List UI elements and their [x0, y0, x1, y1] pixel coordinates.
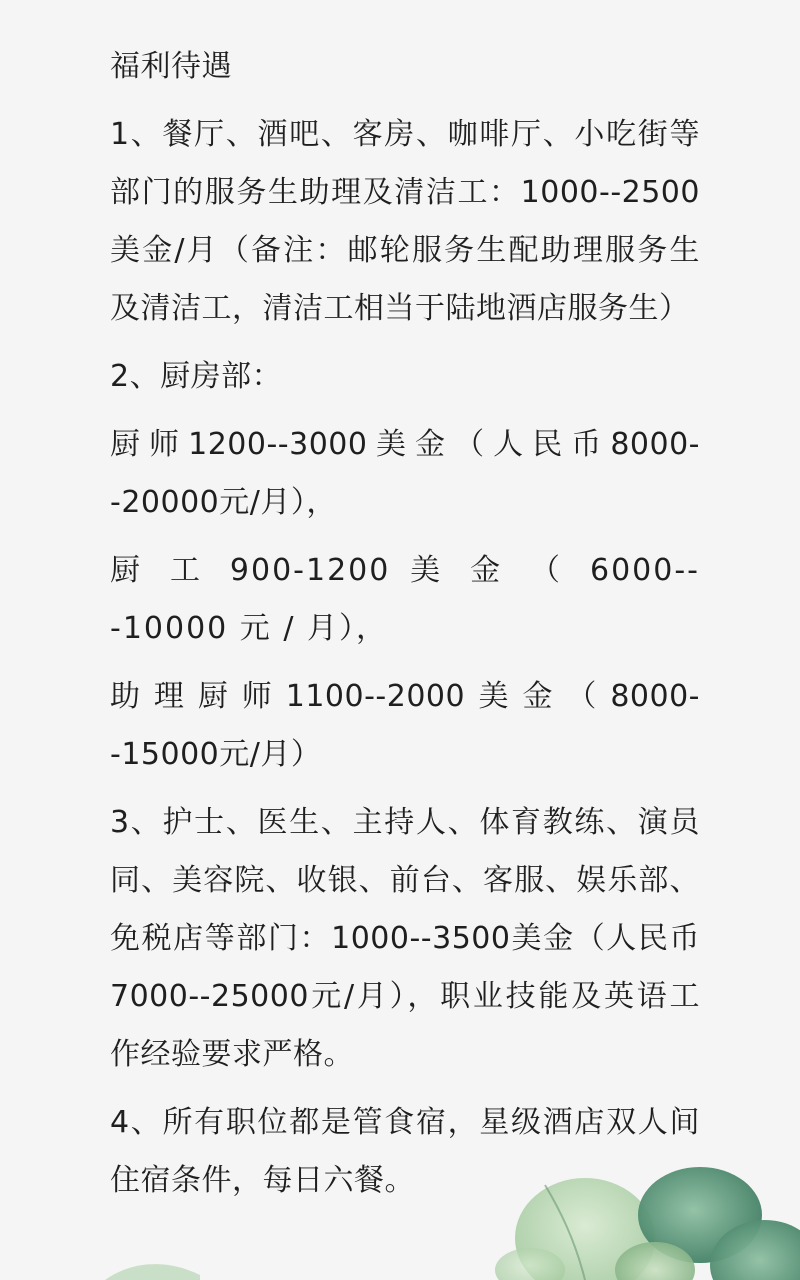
section-other-positions-salary: 3、护士、医生、主持人、体育教练、演员同、美容院、收银、前台、客服、娱乐部、免税店等部门：1000--3500美金（人民币7000--25000元/月），职业技能及英语工作经验要求严格。 — [110, 805, 700, 1072]
leaf-shape — [105, 1264, 200, 1280]
section-accommodation: 4、所有职位都是管食宿，星级酒店双人间住宿条件，每日六餐。 — [110, 1105, 700, 1198]
leaf-shape — [615, 1242, 695, 1280]
leaf-shape — [495, 1248, 565, 1280]
leaf-shape — [710, 1220, 800, 1280]
section-kitchen-worker-salary: 厨 工 900-1200 美 金 （ 6000---10000 元 / 月）， — [110, 553, 700, 646]
document-title: 福利待遇 — [110, 49, 232, 84]
section-kitchen-heading: 2、厨房部： — [110, 359, 283, 394]
section-chef-salary: 厨师1200--3000美金（人民币8000--20000元/月）， — [110, 427, 700, 520]
document-body — [110, 38, 700, 1220]
section-assistant-chef-salary: 助理厨师1100--2000美金（8000--15000元/月） — [110, 679, 700, 772]
section-waiter-salary: 1、餐厅、酒吧、客房、咖啡厅、小吃街等部门的服务生助理及清洁工：1000--2500美金/月（备注：邮轮服务生配助理服务生及清洁工，清洁工相当于陆地酒店服务生） — [110, 117, 700, 326]
